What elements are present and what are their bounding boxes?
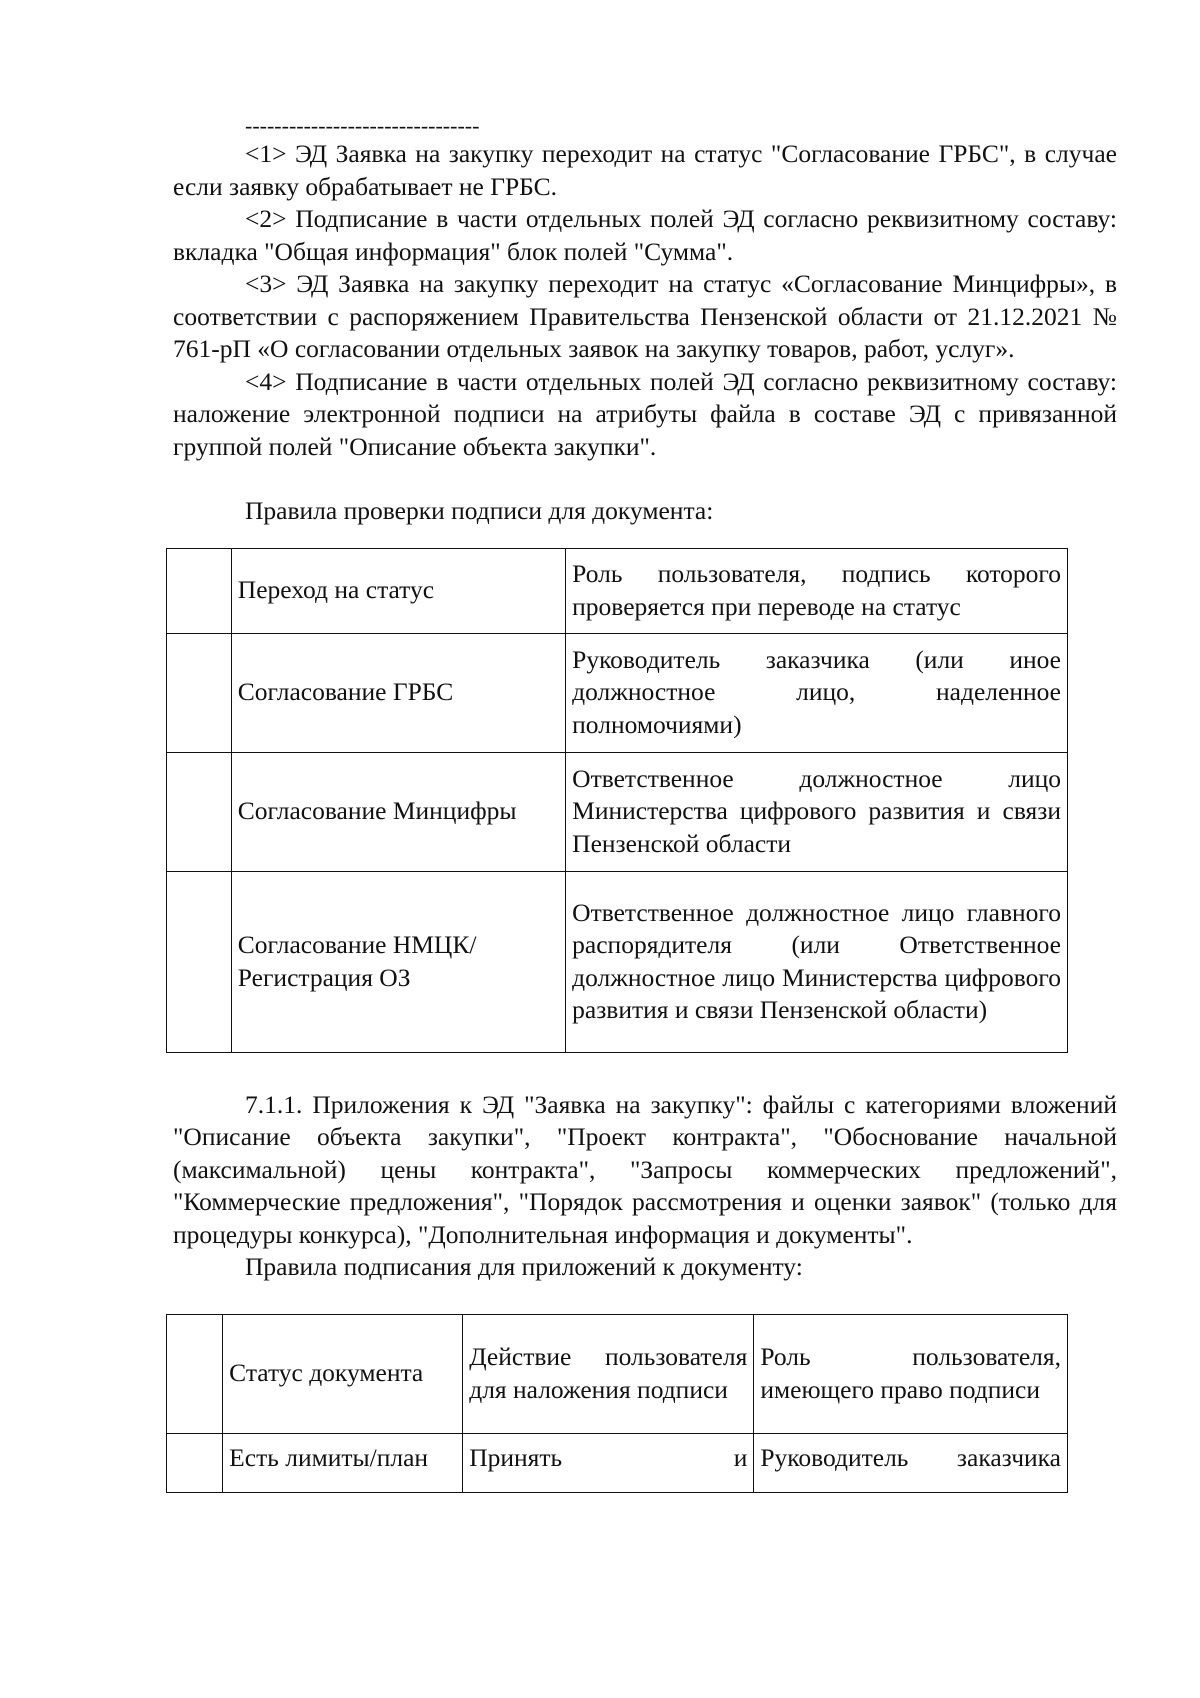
- footnote-2: <2> Подписание в части отдельных полей ЭД согласно реквизитному составу: вкладка "Общая информация" блок полей "Сумма".: [173, 204, 1117, 266]
- sign-rules-title: Правила подписания для приложений к документу:: [245, 1252, 803, 1281]
- table-cell: Ответственное должностное лицо Министерства цифрового развития и связи Пензенской области: [566, 752, 1068, 871]
- table-header-cell: Действие пользователя для наложения подписи: [463, 1314, 754, 1433]
- footnote-1: <1> ЭД Заявка на закупку переходит на статус "Согласование ГРБС", в случае если заявку обрабатывает не ГРБС.: [173, 139, 1117, 201]
- table-cell: Руководитель заказчика: [754, 1433, 1068, 1492]
- footnote-3: <3> ЭД Заявка на закупку переходит на статус «Согласование Минцифры», в соответствии с распоряжением Правительства Пензенской области от 21.12.2021 № 761-рП «О согласовании отдельных заявок на закупку товаров, работ, услуг».: [173, 269, 1117, 363]
- table-row: [167, 1433, 1068, 1492]
- table-header-cell: Роль пользователя, имеющего право подписи: [754, 1314, 1068, 1433]
- table-cell: Руководитель заказчика (или иное должностное лицо, наделенное полномочиями): [566, 633, 1068, 752]
- table-row: [167, 633, 1068, 752]
- section-7-1-1: 7.1.1. Приложения к ЭД "Заявка на закупку": файлы с категориями вложений "Описание объекта закупки", "Проект контракта", "Обоснование начальной (максимальной) цены контракта", "Запросы коммерческих предложений", "Коммерческие предложения", "Порядок рассмотрения и оценки заявок" (только для процедуры конкурса), "Дополнительная информация и документы".: [173, 1089, 1117, 1249]
- table-row: [167, 752, 1068, 871]
- table-header-cell: Статус документа: [223, 1314, 463, 1433]
- table-header-row: [167, 548, 1068, 633]
- table-cell: [167, 752, 232, 871]
- table-header-cell: Роль пользователя, подпись которого проверяется при переводе на статус: [566, 548, 1068, 633]
- table-header-row: [167, 1314, 1068, 1433]
- table-cell: Согласование НМЦК/Регистрация ОЗ: [231, 871, 565, 1052]
- table-cell: Есть лимиты/план: [223, 1433, 463, 1492]
- table-header-cell: Переход на статус: [231, 548, 565, 633]
- check-rules-title: Правила проверки подписи для документа:: [245, 496, 714, 525]
- table-cell: Принять и: [463, 1433, 754, 1492]
- table-row: [167, 871, 1068, 1052]
- table-cell: [167, 871, 232, 1052]
- document-page: [173, 114, 1117, 1493]
- table-cell: Согласование Минцифры: [231, 752, 565, 871]
- table-cell: Согласование ГРБС: [231, 633, 565, 752]
- footnote-4: <4> Подписание в части отдельных полей ЭД согласно реквизитному составу: наложение электронной подписи на атрибуты файла в составе ЭД с привязанной группой полей "Описание объекта закупки".: [173, 366, 1117, 461]
- signature-check-table: [166, 548, 1068, 1053]
- table-cell: [167, 548, 232, 633]
- table-cell: [167, 1314, 223, 1433]
- table-cell: [167, 633, 232, 752]
- table-cell: [167, 1433, 223, 1492]
- footnote-separator: --------------------------------: [245, 113, 480, 138]
- attachment-signing-table: [166, 1314, 1068, 1493]
- table-cell: Ответственное должностное лицо главного распорядителя (или Ответственное должностное лицо Министерства цифрового развития и связи Пензенской области): [566, 871, 1068, 1052]
